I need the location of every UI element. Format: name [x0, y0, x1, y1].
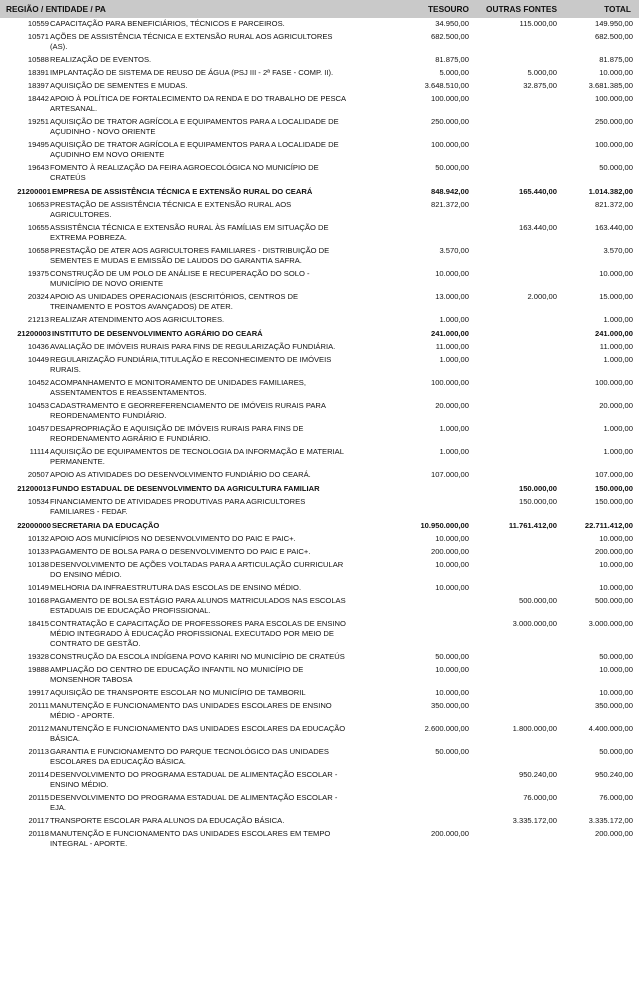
table-row [0, 314, 639, 327]
table-row [0, 162, 639, 185]
row-description: PAGAMENTO DE BOLSA ESTÁGIO PARA ALUNOS MATRICULADOS NAS ESCOLAS ESTADUAIS DE EDUCAÇÃO PROFISSIONAL. [50, 596, 346, 615]
row-outras-fontes: 5.000,00 [527, 68, 557, 77]
row-description: REALIZAÇÃO DE EVENTOS. [50, 55, 152, 64]
row-code: 19888 [27, 665, 49, 674]
row-outras-fontes: 150.000,00 [518, 497, 557, 506]
row-tesouro: 241.000,00 [430, 329, 469, 338]
row-code: 10133 [27, 547, 49, 556]
row-tesouro: 350.000,00 [430, 701, 469, 710]
row-code: 19328 [27, 652, 49, 661]
row-total: 350.000,00 [594, 701, 633, 710]
row-outras-fontes: 115.000,00 [519, 19, 557, 28]
row-description: GARANTIA E FUNCIONAMENTO DO PARQUE TECNOLÓGICO DAS UNIDADES ESCOLARES DA EDUCAÇÃO BÁSICA. [50, 747, 329, 766]
row-total: 200.000,00 [594, 829, 633, 838]
row-total: 3.570,00 [603, 246, 633, 255]
table-row [0, 546, 639, 559]
row-total: 1.000,00 [603, 355, 633, 364]
row-outras-fontes: 163.440,00 [518, 223, 557, 232]
row-code: 10457 [27, 424, 49, 433]
row-description: INSTITUTO DE DESENVOLVIMENTO AGRÁRIO DO CEARÁ [52, 329, 263, 338]
row-code: 10588 [27, 55, 49, 64]
row-total: 950.240,00 [594, 770, 633, 779]
row-code: 20117 [28, 816, 49, 825]
row-total: 81.875,00 [599, 55, 633, 64]
row-description: REGULARIZAÇÃO FUNDIÁRIA,TITULAÇÃO E RECONHECIMENTO DE IMÓVEIS RURAIS. [50, 355, 332, 374]
row-description: AÇÕES DE ASSISTÊNCIA TÉCNICA E EXTENSÃO RURAL AOS AGRICULTORES (AS). [50, 32, 333, 51]
row-tesouro: 100.000,00 [430, 378, 469, 387]
row-total: 150.000,00 [594, 497, 633, 506]
row-total: 1.014.382,00 [588, 187, 633, 196]
row-tesouro: 50.000,00 [435, 652, 469, 661]
table-row [0, 377, 639, 400]
row-total: 10.000,00 [599, 665, 633, 674]
row-total: 11.000,00 [599, 342, 633, 351]
row-total: 20.000,00 [599, 401, 633, 410]
row-total: 10.000,00 [599, 688, 633, 697]
row-code: 20324 [27, 292, 49, 301]
table-row [0, 423, 639, 446]
table-row [0, 700, 639, 723]
row-tesouro: 34.950,00 [435, 19, 469, 28]
table-row [0, 199, 639, 222]
row-tesouro: 1.000,00 [439, 424, 469, 433]
table-row [0, 496, 639, 519]
row-description: APOIO AS ATIVIDADES DO DESENVOLVIMENTO FUNDIÁRIO DO CEARÁ. [50, 470, 311, 479]
row-code: 18442 [27, 94, 49, 103]
row-description: AQUISIÇÃO DE TRATOR AGRÍCOLA E EQUIPAMENTOS PARA A LOCALIDADE DE AÇUDINHO - NOVO ORIENTE [50, 117, 339, 136]
row-description: DESAPROPRIAÇÃO E AQUISIÇÃO DE IMÓVEIS RURAIS PARA FINS DE REORDENAMENTO AGRÁRIO E FUNDIÁRIO. [50, 424, 304, 443]
row-total: 1.000,00 [603, 315, 633, 324]
table-row [0, 533, 639, 546]
table-row [0, 792, 639, 815]
row-description: AQUISIÇÃO DE EQUIPAMENTOS DE TECNOLOGIA DA INFORMAÇÃO E MATERIAL PERMANENTE. [50, 447, 344, 466]
row-description: FOMENTO À REALIZAÇÃO DA FEIRA AGROECOLÓGICA NO MUNICÍPIO DE CRATEÚS [50, 163, 319, 182]
row-total: 100.000,00 [594, 378, 633, 387]
row-code: 10453 [27, 401, 49, 410]
row-code: 22000000 [17, 521, 51, 530]
row-code: 18415 [27, 619, 49, 628]
row-total: 500.000,00 [594, 596, 633, 605]
row-code: 11114 [29, 447, 49, 456]
row-description: AQUISIÇÃO DE TRANSPORTE ESCOLAR NO MUNICÍPIO DE TAMBORIL [50, 688, 306, 697]
row-total: 15.000,00 [599, 292, 633, 301]
row-outras-fontes: 2.000,00 [527, 292, 557, 301]
row-outras-fontes: 1.800.000,00 [512, 724, 557, 733]
row-total: 107.000,00 [594, 470, 633, 479]
table-row [0, 559, 639, 582]
row-description: FUNDO ESTADUAL DE DESENVOLVIMENTO DA AGRICULTURA FAMILIAR [52, 484, 320, 493]
row-total: 3.335.172,00 [588, 816, 633, 825]
row-code: 10658 [27, 246, 49, 255]
row-tesouro: 250.000,00 [430, 117, 469, 126]
row-tesouro: 682.500,00 [430, 32, 469, 41]
row-tesouro: 50.000,00 [435, 163, 469, 172]
row-total: 241.000,00 [594, 329, 633, 338]
row-description: SECRETARIA DA EDUCAÇÃO [52, 521, 160, 530]
header-regiao: REGIÃO / ENTIDADE / PA [6, 4, 106, 14]
row-description: AVALIAÇÃO DE IMÓVEIS RURAIS PARA FINS DE REGULARIZAÇÃO FUNDIÁRIA. [50, 342, 336, 351]
row-description: FINANCIAMENTO DE ATIVIDADES PRODUTIVAS PARA AGRICULTORES FAMILIARES - FEDAF. [50, 497, 306, 516]
row-code: 19375 [27, 269, 49, 278]
row-description: AQUISIÇÃO DE SEMENTES E MUDAS. [50, 81, 188, 90]
table-row [0, 245, 639, 268]
table-row [0, 469, 639, 482]
table-row [0, 222, 639, 245]
entity-row [0, 519, 639, 533]
row-tesouro: 100.000,00 [430, 94, 469, 103]
row-description: MANUTENÇÃO E FUNCIONAMENTO DAS UNIDADES ESCOLARES DA EDUCAÇÃO BÁSICA. [50, 724, 346, 743]
header-total: TOTAL [604, 4, 631, 14]
table-row [0, 618, 639, 651]
row-tesouro: 10.000,00 [435, 583, 469, 592]
row-total: 100.000,00 [594, 94, 633, 103]
row-outras-fontes: 165.440,00 [518, 187, 557, 196]
row-outras-fontes: 11.761.412,00 [508, 521, 557, 530]
row-total: 10.000,00 [599, 534, 633, 543]
row-tesouro: 3.648.510,00 [424, 81, 469, 90]
header-outras-fontes: OUTRAS FONTES [486, 4, 557, 14]
table-body [0, 18, 639, 851]
row-total: 250.000,00 [594, 117, 633, 126]
row-tesouro: 11.000,00 [435, 342, 469, 351]
table-row [0, 828, 639, 851]
row-code: 10653 [27, 200, 49, 209]
row-total: 1.000,00 [603, 447, 633, 456]
row-code: 20113 [28, 747, 49, 756]
row-code: 10138 [27, 560, 49, 569]
row-description: PRESTAÇÃO DE ATER AOS AGRICULTORES FAMILIARES - DISTRIBUIÇÃO DE SEMENTES E MUDAS E EMISSÃO DE LAUDOS DO GARANTIA SAFRA. [50, 246, 330, 265]
table-row [0, 80, 639, 93]
row-outras-fontes: 3.335.172,00 [512, 816, 557, 825]
row-total: 50.000,00 [599, 747, 633, 756]
row-total: 10.000,00 [599, 583, 633, 592]
row-code: 20111 [29, 701, 49, 710]
row-total: 150.000,00 [594, 484, 633, 493]
row-code: 20118 [28, 829, 49, 838]
row-tesouro: 100.000,00 [430, 140, 469, 149]
table-row [0, 446, 639, 469]
row-total: 100.000,00 [594, 140, 633, 149]
row-tesouro: 81.875,00 [435, 55, 469, 64]
row-tesouro: 10.000,00 [435, 269, 469, 278]
row-code: 20115 [28, 793, 49, 802]
row-code: 21200003 [17, 329, 51, 338]
table-row [0, 93, 639, 116]
row-tesouro: 13.000,00 [435, 292, 469, 301]
table-row [0, 815, 639, 828]
header-tesouro: TESOURO [427, 4, 469, 14]
table-row [0, 400, 639, 423]
row-tesouro: 10.000,00 [435, 688, 469, 697]
row-tesouro: 107.000,00 [430, 470, 469, 479]
row-code: 10534 [27, 497, 49, 506]
table-row [0, 354, 639, 377]
row-description: DESENVOLVIMENTO DE AÇÕES VOLTADAS PARA A ARTICULAÇÃO CURRICULAR DO ENSINO MÉDIO. [50, 560, 344, 579]
row-description: DESENVOLVIMENTO DO PROGRAMA ESTADUAL DE ALIMENTAÇÃO ESCOLAR - EJA. [50, 793, 338, 812]
row-total: 10.000,00 [599, 269, 633, 278]
row-description: MANUTENÇÃO E FUNCIONAMENTO DAS UNIDADES ESCOLARES DE ENSINO MÉDIO - APORTE. [50, 701, 332, 720]
row-total: 163.440,00 [594, 223, 633, 232]
row-description: DESENVOLVIMENTO DO PROGRAMA ESTADUAL DE ALIMENTAÇÃO ESCOLAR - ENSINO MÉDIO. [50, 770, 338, 789]
row-total: 1.000,00 [603, 424, 633, 433]
row-tesouro: 2.600.000,00 [424, 724, 469, 733]
table-row [0, 651, 639, 664]
row-tesouro: 3.570,00 [439, 246, 469, 255]
row-code: 18397 [27, 81, 49, 90]
row-code: 21200001 [17, 187, 51, 196]
row-tesouro: 10.000,00 [435, 665, 469, 674]
row-description: EMPRESA DE ASSISTÊNCIA TÉCNICA E EXTENSÃO RURAL DO CEARÁ [52, 187, 313, 196]
row-description: AMPLIAÇÃO DO CENTRO DE EDUCAÇÃO INFANTIL NO MUNICÍPIO DE MONSENHOR TABOSA [50, 665, 304, 684]
row-tesouro: 200.000,00 [430, 547, 469, 556]
row-description: ASSISTÊNCIA TÉCNICA E EXTENSÃO RURAL ÀS FAMÍLIAS EM SITUAÇÃO DE EXTREMA POBREZA. [50, 223, 329, 242]
row-total: 3.000.000,00 [588, 619, 633, 628]
table-row [0, 746, 639, 769]
row-tesouro: 5.000,00 [439, 68, 469, 77]
table-row [0, 139, 639, 162]
row-code: 21213 [27, 315, 49, 324]
row-description: IMPLANTAÇÃO DE SISTEMA DE REUSO DE ÁGUA (PSJ III - 2ª FASE - COMP. II). [50, 68, 334, 77]
row-code: 20507 [27, 470, 49, 479]
row-description: APOIO AOS MUNICÍPIOS NO DESENVOLVIMENTO DO PAIC E PAIC+. [50, 534, 296, 543]
row-code: 20112 [28, 724, 49, 733]
table-row [0, 268, 639, 291]
row-total: 821.372,00 [594, 200, 633, 209]
row-description: REALIZAR ATENDIMENTO AOS AGRICULTORES. [50, 315, 225, 324]
row-code: 10149 [27, 583, 49, 592]
row-code: 10168 [27, 596, 49, 605]
entity-row [0, 482, 639, 496]
row-tesouro: 20.000,00 [435, 401, 469, 410]
row-total: 4.400.000,00 [588, 724, 633, 733]
row-total: 149.950,00 [594, 19, 633, 28]
table-row [0, 67, 639, 80]
row-code: 19917 [27, 688, 49, 697]
row-total: 10.000,00 [599, 560, 633, 569]
table-row [0, 31, 639, 54]
table-row [0, 687, 639, 700]
table-row [0, 595, 639, 618]
table-row [0, 116, 639, 139]
row-tesouro: 10.950.000,00 [420, 521, 469, 530]
row-tesouro: 821.372,00 [430, 200, 469, 209]
table-row [0, 18, 639, 31]
row-description: PRESTAÇÃO DE ASSISTÊNCIA TÉCNICA E EXTENSÃO RURAL AOS AGRICULTORES. [50, 200, 292, 219]
row-description: MANUTENÇÃO E FUNCIONAMENTO DAS UNIDADES ESCOLARES EM TEMPO INTEGRAL - APORTE. [50, 829, 331, 848]
row-code: 10655 [27, 223, 49, 232]
entity-row [0, 327, 639, 341]
row-tesouro: 1.000,00 [439, 447, 469, 456]
row-code: 10449 [27, 355, 49, 364]
row-outras-fontes: 150.000,00 [518, 484, 557, 493]
row-code: 10559 [27, 19, 49, 28]
row-total: 22.711.412,00 [584, 521, 633, 530]
row-description: CADASTRAMENTO E GEORREFERENCIAMENTO DE IMÓVEIS RURAIS PARA REORDENAMENTO FUNDIÁRIO. [50, 401, 326, 420]
row-description: APOIO AS UNIDADES OPERACIONAIS (ESCRITÓRIOS, CENTROS DE TREINAMENTO E POSTOS AVANÇADOS) DE ATER. [50, 292, 299, 311]
row-total: 3.681.385,00 [588, 81, 633, 90]
row-tesouro: 10.000,00 [435, 560, 469, 569]
row-code: 18391 [27, 68, 49, 77]
row-outras-fontes: 500.000,00 [518, 596, 557, 605]
row-description: PAGAMENTO DE BOLSA PARA O DESENVOLVIMENTO DO PAIC E PAIC+. [50, 547, 311, 556]
row-total: 10.000,00 [599, 68, 633, 77]
table-row [0, 769, 639, 792]
row-tesouro: 10.000,00 [435, 534, 469, 543]
row-code: 19643 [27, 163, 49, 172]
row-tesouro: 848.942,00 [430, 187, 469, 196]
row-description: ACOMPANHAMENTO E MONITORAMENTO DE UNIDADES FAMILIARES, ASSENTAMENTOS E REASSENTAMENTOS. [50, 378, 306, 397]
row-code: 10452 [27, 378, 49, 387]
row-code: 21200013 [17, 484, 51, 493]
row-outras-fontes: 950.240,00 [518, 770, 557, 779]
row-description: CONSTRUÇÃO DA ESCOLA INDÍGENA POVO KARIRI NO MUNICÍPIO DE CRATEÚS [50, 652, 345, 661]
row-tesouro: 50.000,00 [435, 747, 469, 756]
row-outras-fontes: 32.875,00 [523, 81, 557, 90]
row-outras-fontes: 76.000,00 [523, 793, 557, 802]
table-header [0, 0, 639, 18]
row-description: APOIO À POLÍTICA DE FORTALECIMENTO DA RENDA E DO TRABALHO DE PESCA ARTESANAL. [50, 94, 346, 113]
row-tesouro: 1.000,00 [439, 315, 469, 324]
row-description: AQUISIÇÃO DE TRATOR AGRÍCOLA E EQUIPAMENTOS PARA A LOCALIDADE DE AÇUDINHO EM NOVO ORIENTE [50, 140, 339, 159]
row-total: 50.000,00 [599, 652, 633, 661]
row-description: MELHORIA DA INFRAESTRUTURA DAS ESCOLAS DE ENSINO MÉDIO. [50, 583, 302, 592]
table-row [0, 291, 639, 314]
table-row [0, 723, 639, 746]
row-outras-fontes: 3.000.000,00 [512, 619, 557, 628]
row-code: 20114 [28, 770, 49, 779]
table-row [0, 54, 639, 67]
row-description: TRANSPORTE ESCOLAR PARA ALUNOS DA EDUCAÇÃO BÁSICA. [50, 816, 285, 825]
row-total: 200.000,00 [594, 547, 633, 556]
table-row [0, 664, 639, 687]
table-row [0, 341, 639, 354]
row-tesouro: 1.000,00 [439, 355, 469, 364]
row-description: CAPACITAÇÃO PARA BENEFICIÁRIOS, TÉCNICOS E PARCEIROS. [50, 19, 285, 28]
table-row [0, 582, 639, 595]
row-code: 19495 [27, 140, 49, 149]
row-description: CONSTRUÇÃO DE UM POLO DE ANÁLISE E RECUPERAÇÃO DO SOLO - MUNICÍPIO DE NOVO ORIENTE [50, 269, 310, 288]
row-code: 10132 [27, 534, 49, 543]
row-total: 76.000,00 [599, 793, 633, 802]
row-code: 10571 [27, 32, 49, 41]
row-total: 682.500,00 [594, 32, 633, 41]
row-description: CONTRATAÇÃO E CAPACITAÇÃO DE PROFESSORES PARA ESCOLAS DE ENSINO MÉDIO INTEGRADO À EDUCAÇÃO PROFISSIONAL EXECUTADO POR MEIO DE CONTRATO DE GESTÃO. [50, 619, 346, 648]
row-code: 10436 [27, 342, 49, 351]
row-code: 19251 [27, 117, 49, 126]
row-tesouro: 200.000,00 [430, 829, 469, 838]
entity-row [0, 185, 639, 199]
row-total: 50.000,00 [599, 163, 633, 172]
